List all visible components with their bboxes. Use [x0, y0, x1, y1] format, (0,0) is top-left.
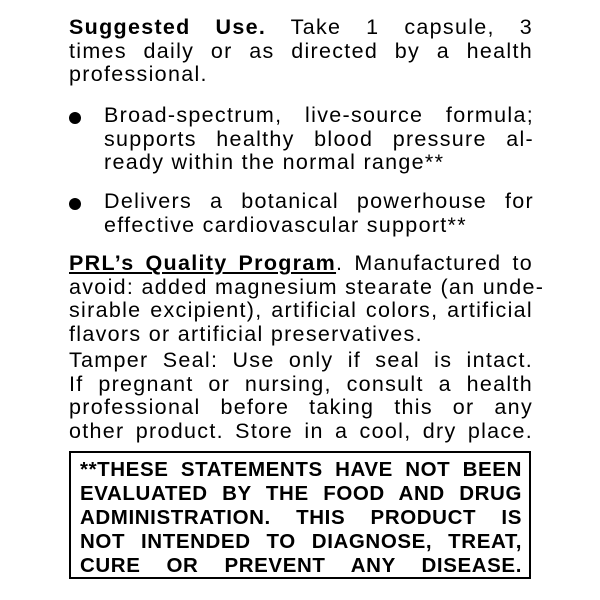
- fda-disclaimer-box: [69, 451, 531, 579]
- quality-line-4: flavors or artificial preservatives.: [69, 321, 423, 346]
- suggested-use-section: [69, 16, 533, 87]
- bullet-line: Broad-spectrum, live-source formula;: [104, 103, 534, 127]
- bullet-line: ready within the normal range**: [104, 150, 445, 175]
- tamper-seal-section: [69, 349, 533, 443]
- tamper-line-3: professional before taking this or any: [69, 395, 533, 420]
- quality-program-heading: PRL’s Quality Program: [69, 251, 337, 275]
- quality-line-2: avoid: added magnesium stearate (an unde-: [69, 274, 545, 299]
- suggested-use-line-1: [69, 16, 533, 40]
- bullet-line: Delivers a botanical powerhouse for: [104, 189, 534, 213]
- disclaimer-line-4: NOT INTENDED TO DIAGNOSE, TREAT,: [80, 530, 522, 553]
- bullet-text: [104, 190, 534, 237]
- disclaimer-line-3: ADMINISTRATION. THIS PRODUCT IS: [80, 506, 522, 529]
- suggested-use-line-2: times daily or as directed by a health: [69, 38, 533, 63]
- tamper-line-2: If pregnant or nursing, consult a health: [69, 371, 533, 396]
- bullet-text: [104, 104, 534, 175]
- bullet-dot-icon: [69, 112, 81, 124]
- disclaimer-line-2: EVALUATED BY THE FOOD AND DRUG: [80, 482, 522, 505]
- tamper-line-4: other product. Store in a cool, dry place.: [69, 418, 533, 443]
- disclaimer-line-5: CURE OR PREVENT ANY DISEASE.: [80, 554, 522, 577]
- quality-line-3: sirable excipient), artificial colors, artificial: [69, 298, 533, 323]
- bullet-line: effective cardiovascular support**: [104, 212, 467, 237]
- tamper-line-1: Tamper Seal: Use only if seal is intact.: [69, 348, 533, 372]
- quality-text: . Manufactured to: [336, 251, 533, 275]
- bullet-line: supports healthy blood pressure al-: [104, 126, 534, 151]
- quality-line-1: [69, 252, 533, 276]
- suggested-use-text: Take 1 capsule, 3: [266, 15, 533, 39]
- bullet-dot-icon: [69, 198, 81, 210]
- quality-program-section: [69, 251, 545, 346]
- suggested-use-heading: Suggested Use.: [69, 15, 267, 39]
- suggested-use-line-3: professional.: [69, 62, 208, 87]
- disclaimer-line-1: **THESE STATEMENTS HAVE NOT BEEN: [80, 458, 522, 481]
